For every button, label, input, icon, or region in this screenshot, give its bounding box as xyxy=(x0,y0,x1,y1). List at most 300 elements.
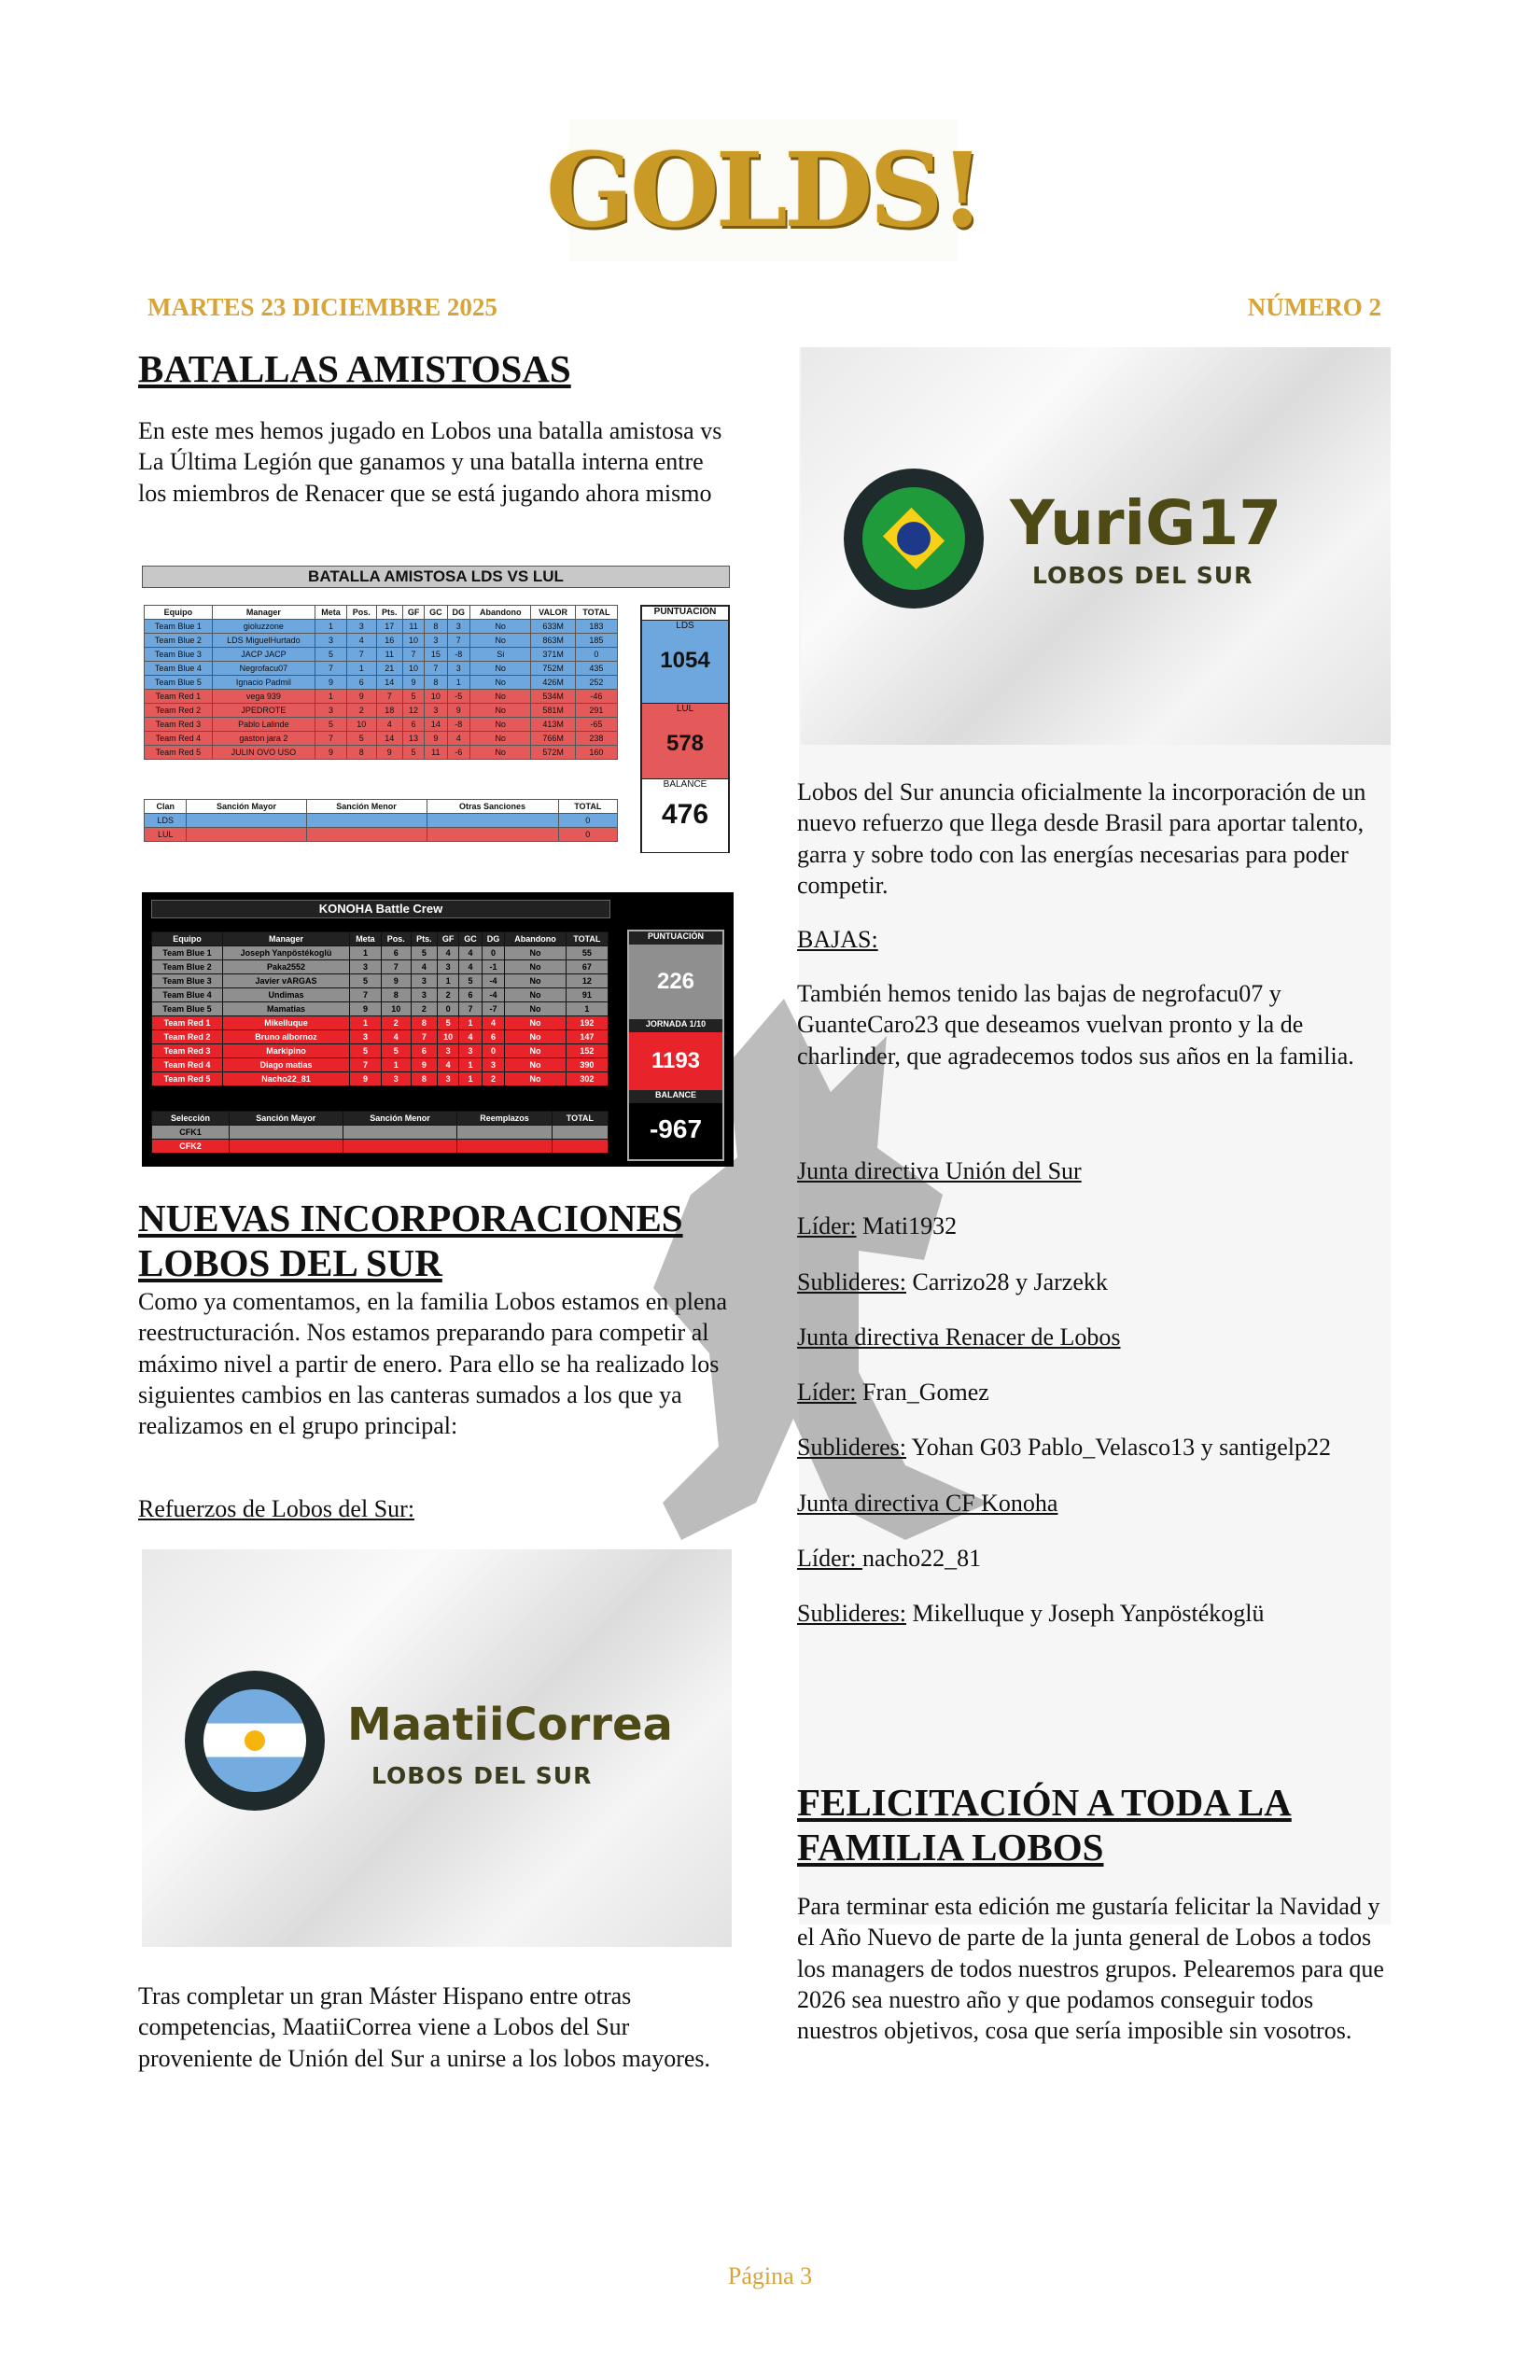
column-header: GF xyxy=(438,932,459,946)
maatiicorrea-name: MaatiiCorrea xyxy=(347,1699,673,1751)
table-cell: 1 xyxy=(315,690,347,704)
table-cell: 3 xyxy=(350,960,382,974)
table-cell: 3 xyxy=(425,634,447,648)
table-cell: 183 xyxy=(575,620,617,634)
table-cell: 6 xyxy=(403,718,425,732)
table-row xyxy=(152,974,609,988)
table-cell: 4 xyxy=(482,1016,504,1030)
table-cell: 2 xyxy=(411,1002,437,1016)
table-cell: Team Blue 2 xyxy=(152,960,223,974)
table-cell: 16 xyxy=(376,634,402,648)
table-cell: Team Blue 4 xyxy=(145,662,213,676)
table-cell: 7 xyxy=(381,960,411,974)
table-cell: 4 xyxy=(438,946,459,960)
table-cell: 426M xyxy=(531,676,575,690)
table-cell: 11 xyxy=(376,648,402,662)
column-header: Reemplazos xyxy=(457,1112,552,1126)
table-cell: No xyxy=(470,718,531,732)
table-cell: 7 xyxy=(376,690,402,704)
table-cell: 1 xyxy=(350,946,382,960)
table-cell: 3 xyxy=(482,1058,504,1072)
table-cell: 18 xyxy=(376,704,402,718)
junta-renacer-title: Junta directiva Renacer de Lobos xyxy=(797,1323,1121,1351)
table-cell: 1 xyxy=(346,662,376,676)
table-cell: Markipino xyxy=(222,1044,349,1058)
table-cell: 1 xyxy=(350,1016,382,1030)
table-cell: 3 xyxy=(381,1072,411,1086)
column-header: DG xyxy=(482,932,504,946)
table-cell: 9 xyxy=(350,1072,382,1086)
table-cell xyxy=(552,1126,608,1140)
table-cell: 633M xyxy=(531,620,575,634)
maatiicorrea-sub: LOBOS DEL SUR xyxy=(371,1762,593,1789)
table-cell: 9 xyxy=(350,1002,382,1016)
table-cell: 9 xyxy=(315,746,347,760)
lul-label: LUL xyxy=(676,704,694,714)
table-cell: 4 xyxy=(376,718,402,732)
table-cell: 21 xyxy=(376,662,402,676)
table-cell: 7 xyxy=(411,1030,437,1044)
table-cell xyxy=(552,1140,608,1154)
table-cell: 238 xyxy=(575,732,617,746)
table-cell: 4 xyxy=(381,1030,411,1044)
table-cell xyxy=(229,1126,343,1140)
table-cell: 4 xyxy=(438,1058,459,1072)
lul-battle-table xyxy=(142,566,730,853)
table-cell: Team Blue 5 xyxy=(152,1002,223,1016)
table-cell: vega 939 xyxy=(212,690,315,704)
table-cell: 7 xyxy=(315,662,347,676)
table-row xyxy=(145,634,618,648)
table-cell xyxy=(187,828,306,842)
yurig17-card xyxy=(801,347,1391,745)
table-cell: 7 xyxy=(350,988,382,1002)
table-cell: Team Blue 5 xyxy=(145,676,213,690)
table-cell: 7 xyxy=(459,1002,482,1016)
table-cell: 2 xyxy=(346,704,376,718)
table-row xyxy=(152,1126,609,1140)
table-cell: 9 xyxy=(403,676,425,690)
table-cell: 5 xyxy=(411,946,437,960)
table-cell: 10 xyxy=(381,1002,411,1016)
table-row xyxy=(152,1044,609,1058)
table-cell: 91 xyxy=(566,988,608,1002)
table-cell: 10 xyxy=(403,662,425,676)
table-cell: 3 xyxy=(346,620,376,634)
table-cell xyxy=(229,1140,343,1154)
table-cell xyxy=(427,814,558,828)
konoha-score-header: PUNTUACIÓN xyxy=(629,931,722,945)
table-cell: 2 xyxy=(482,1072,504,1086)
junta-konoha-title: Junta directiva CF Konoha xyxy=(797,1489,1058,1517)
brazil-wolf-emblem-icon xyxy=(844,469,984,609)
table-cell: 5 xyxy=(350,1044,382,1058)
table-cell: 390 xyxy=(566,1058,608,1072)
table-cell: LUL xyxy=(145,828,187,842)
table-cell: Nacho22_81 xyxy=(222,1072,349,1086)
column-header: Abandono xyxy=(470,606,531,620)
table-cell: 572M xyxy=(531,746,575,760)
column-header: Sanción Mayor xyxy=(229,1112,343,1126)
table-cell: 10 xyxy=(425,690,447,704)
table-cell: No xyxy=(505,1030,567,1044)
table-cell: 581M xyxy=(531,704,575,718)
table-cell: Joseph Yanpöstékoglü xyxy=(222,946,349,960)
table-cell: 14 xyxy=(376,676,402,690)
table-cell: No xyxy=(505,1058,567,1072)
column-header: Abandono xyxy=(505,932,567,946)
column-header: Equipo xyxy=(152,932,223,946)
table-cell: No xyxy=(505,988,567,1002)
yurig17-sub: LOBOS DEL SUR xyxy=(1032,562,1253,589)
yurig17-announce: Lobos del Sur anuncia oficialmente la incorporación de un nuevo refuerzo que llega desde Brasil para aportar talento, garra y sobre todo con las energías necesarias para poder competir. xyxy=(797,778,1366,899)
table-cell: Team Red 1 xyxy=(152,1016,223,1030)
table-cell: 1 xyxy=(459,1058,482,1072)
table-cell: 3 xyxy=(438,1044,459,1058)
table-row xyxy=(145,662,618,676)
table-row xyxy=(152,960,609,974)
page-number: Página 3 xyxy=(727,2262,813,2289)
table-cell: No xyxy=(470,746,531,760)
table-cell: No xyxy=(505,946,567,960)
table-cell: 3 xyxy=(315,704,347,718)
golds-logo xyxy=(545,119,982,261)
table-cell: -1 xyxy=(482,960,504,974)
table-cell xyxy=(343,1140,457,1154)
table-cell: 11 xyxy=(403,620,425,634)
table-cell: 7 xyxy=(425,662,447,676)
table-cell: 10 xyxy=(346,718,376,732)
table-cell: Negrofacu07 xyxy=(212,662,315,676)
table-cell: 3 xyxy=(425,704,447,718)
table-cell: 9 xyxy=(346,690,376,704)
table-cell: 11 xyxy=(425,746,447,760)
table-cell: 534M xyxy=(531,690,575,704)
column-header: VALOR xyxy=(531,606,575,620)
table-cell: Team Blue 4 xyxy=(152,988,223,1002)
lul-balance: 476 xyxy=(661,799,709,830)
table-cell: 0 xyxy=(438,1002,459,1016)
lds-label: LDS xyxy=(676,621,694,631)
table-cell: 8 xyxy=(381,988,411,1002)
table-row xyxy=(152,1002,609,1016)
table-cell: 7 xyxy=(315,732,347,746)
table-cell: 5 xyxy=(350,974,382,988)
column-header: Clan xyxy=(145,800,187,814)
table-cell: 9 xyxy=(425,732,447,746)
table-cell: No xyxy=(470,690,531,704)
column-header: GC xyxy=(459,932,482,946)
table-cell: 2 xyxy=(381,1016,411,1030)
table-cell: gaston jara 2 xyxy=(212,732,315,746)
table-cell: 1 xyxy=(381,1058,411,1072)
table-cell: 1 xyxy=(315,620,347,634)
table-cell: 3 xyxy=(411,974,437,988)
table-cell xyxy=(457,1126,552,1140)
lul-score: 578 xyxy=(665,731,705,756)
table-cell: 6 xyxy=(459,988,482,1002)
table-cell: -5 xyxy=(447,690,469,704)
table-cell: 5 xyxy=(438,1016,459,1030)
table-cell: LDS MiguelHurtado xyxy=(212,634,315,648)
table-row xyxy=(152,1016,609,1030)
bajas-label: BAJAS: xyxy=(797,926,878,953)
table-cell: 9 xyxy=(447,704,469,718)
table-cell: 5 xyxy=(459,974,482,988)
table-cell: 1 xyxy=(459,1016,482,1030)
felicitacion-title: FELICITACIÓN A TODA LA FAMILIA LOBOS xyxy=(797,1781,1292,1869)
table-cell: Mamatias xyxy=(222,1002,349,1016)
table-row xyxy=(145,718,618,732)
table-cell: 0 xyxy=(558,828,617,842)
table-cell: Pablo Lalinde xyxy=(212,718,315,732)
maatiicorrea-card xyxy=(142,1549,732,1947)
table-row xyxy=(152,1140,609,1154)
table-cell: 55 xyxy=(566,946,608,960)
table-cell: No xyxy=(470,662,531,676)
table-cell: 5 xyxy=(315,718,347,732)
junta-union-sublideres: Sublideres: Carrizo28 y Jarzekk xyxy=(797,1267,1108,1295)
lul-balance-label: BALANCE xyxy=(663,779,707,790)
table-cell: gioluzzone xyxy=(212,620,315,634)
table-cell: 9 xyxy=(381,974,411,988)
table-cell: 17 xyxy=(376,620,402,634)
table-cell: 4 xyxy=(411,960,437,974)
column-header: Sanción Mayor xyxy=(187,800,306,814)
table-cell: 0 xyxy=(482,946,504,960)
table-cell: 185 xyxy=(575,634,617,648)
table-cell: Paka2552 xyxy=(222,960,349,974)
table-cell: 7 xyxy=(346,648,376,662)
table-cell xyxy=(457,1140,552,1154)
table-cell: 5 xyxy=(346,732,376,746)
table-cell: 1 xyxy=(566,1002,608,1016)
table-cell: -8 xyxy=(447,648,469,662)
jornada-label: JORNADA 1/10 xyxy=(629,1019,722,1032)
table-cell: 5 xyxy=(403,746,425,760)
column-header: Pos. xyxy=(346,606,376,620)
table-cell: CFK2 xyxy=(152,1140,230,1154)
nuevas-intro: Como ya comentamos, en la familia Lobos estamos en plena reestructuración. Nos estamos preparando para competir al máximo nivel a partir de enero. Para ello se ha realizado los siguientes cambios en las canteras sumados a los que ya realizamos en el grupo principal: xyxy=(138,1288,728,1440)
table-cell: Team Blue 3 xyxy=(145,648,213,662)
table-cell: 13 xyxy=(403,732,425,746)
table-cell xyxy=(427,828,558,842)
table-cell: Team Blue 3 xyxy=(152,974,223,988)
junta-renacer-sublideres: Sublideres: Yohan G03 Pablo_Velasco13 y santigelp22 xyxy=(797,1434,1331,1462)
table-cell: 8 xyxy=(411,1072,437,1086)
batallas-intro: En este mes hemos jugado en Lobos una batalla amistosa vs La Última Legión que ganamos y una batalla interna entre los miembros de Renacer que se está jugando ahora mismo xyxy=(138,417,722,507)
table-cell: 3 xyxy=(411,988,437,1002)
table-cell: 252 xyxy=(575,676,617,690)
table-cell: Team Blue 1 xyxy=(152,946,223,960)
table-cell: Undimas xyxy=(222,988,349,1002)
lul-table-title: BATALLA AMISTOSA LDS VS LUL xyxy=(142,566,730,588)
table-cell: 9 xyxy=(411,1058,437,1072)
table-cell: Bruno albornoz xyxy=(222,1030,349,1044)
table-cell: 6 xyxy=(411,1044,437,1058)
column-header: Pos. xyxy=(381,932,411,946)
table-cell: Team Red 4 xyxy=(145,732,213,746)
table-cell: 152 xyxy=(566,1044,608,1058)
column-header: Sanción Menor xyxy=(343,1112,457,1126)
issue-date: MARTES 23 DICIEMBRE 2025 xyxy=(147,293,497,321)
table-cell: No xyxy=(470,704,531,718)
table-cell: 4 xyxy=(459,960,482,974)
table-cell: 7 xyxy=(447,634,469,648)
table-cell: 3 xyxy=(447,662,469,676)
column-header: DG xyxy=(447,606,469,620)
felicitacion-text: Para terminar esta edición me gustaría felicitar la Navidad y el Año Nuevo de parte de la junta general de Lobos a todos los managers de todos nuestros grupos. Pelearemos para que 2026 sea nuestro año y que podamos conseguir todos nuestros objetivos, cosa que sería imposible sin vosotros. xyxy=(797,1893,1384,2045)
table-cell: No xyxy=(470,732,531,746)
konoha-table-title: KONOHA Battle Crew xyxy=(151,900,610,918)
table-cell: Team Red 2 xyxy=(145,704,213,718)
table-cell: JULIN OVO USO xyxy=(212,746,315,760)
table-cell: No xyxy=(470,634,531,648)
table-cell: 3 xyxy=(315,634,347,648)
table-cell: CFK1 xyxy=(152,1126,230,1140)
konoha-score: 226 xyxy=(656,969,695,994)
table-row xyxy=(152,1030,609,1044)
column-header: Manager xyxy=(222,932,349,946)
bajas-text: También hemos tenido las bajas de negrofacu07 y GuanteCaro23 que deseamos vuelvan pronto y la de charlinder, que agradecemos todos sus años en la familia. xyxy=(797,980,1354,1070)
table-cell: 8 xyxy=(425,620,447,634)
table-cell: 3 xyxy=(459,1044,482,1058)
table-cell: 4 xyxy=(346,634,376,648)
table-cell: 15 xyxy=(425,648,447,662)
junta-konoha-sublideres: Sublideres: Mikelluque y Joseph Yanpöstékoglü xyxy=(797,1600,1265,1628)
table-cell: Team Red 5 xyxy=(152,1072,223,1086)
table-row xyxy=(145,620,618,634)
table-cell: 6 xyxy=(346,676,376,690)
issue-number: NÚMERO 2 xyxy=(1247,293,1381,321)
table-cell: No xyxy=(470,620,531,634)
batallas-title: BATALLAS AMISTOSAS xyxy=(138,347,571,390)
nuevas-title: NUEVAS INCORPORACIONES LOBOS DEL SUR xyxy=(138,1197,683,1284)
column-header: Otras Sanciones xyxy=(427,800,558,814)
table-cell: 766M xyxy=(531,732,575,746)
table-cell: 5 xyxy=(315,648,347,662)
column-header: Pts. xyxy=(376,606,402,620)
table-cell: Team Red 4 xyxy=(152,1058,223,1072)
table-row xyxy=(145,690,618,704)
konoha-battle-table xyxy=(142,892,734,1167)
table-cell: 67 xyxy=(566,960,608,974)
table-cell: 14 xyxy=(376,732,402,746)
junta-union-lider: Líder: Mati1932 xyxy=(797,1212,958,1240)
table-row xyxy=(145,828,618,842)
table-cell: 0 xyxy=(575,648,617,662)
argentina-wolf-emblem-icon xyxy=(185,1671,325,1811)
column-header: TOTAL xyxy=(566,932,608,946)
yurig17-name: YuriG17 xyxy=(1010,487,1282,559)
table-cell: 1 xyxy=(459,1072,482,1086)
maatiicorrea-text: Tras completar un gran Máster Hispano entre otras competencias, MaatiiCorrea viene a Lobos del Sur proveniente de Unión del Sur a unirse a los lobos mayores. xyxy=(138,1982,711,2072)
table-cell: Diago matias xyxy=(222,1058,349,1072)
table-cell: Team Blue 1 xyxy=(145,620,213,634)
table-row xyxy=(152,1058,609,1072)
table-row xyxy=(145,732,618,746)
table-cell: No xyxy=(505,1072,567,1086)
column-header: Pts. xyxy=(411,932,437,946)
table-row xyxy=(152,946,609,960)
table-cell: 10 xyxy=(403,634,425,648)
table-cell: 8 xyxy=(425,676,447,690)
table-cell xyxy=(343,1126,457,1140)
table-cell: No xyxy=(505,1016,567,1030)
table-cell: Team Red 2 xyxy=(152,1030,223,1044)
table-cell: 752M xyxy=(531,662,575,676)
column-header: Meta xyxy=(315,606,347,620)
table-cell: No xyxy=(505,1002,567,1016)
table-cell: 4 xyxy=(459,946,482,960)
table-cell: 12 xyxy=(403,704,425,718)
table-cell: 192 xyxy=(566,1016,608,1030)
table-cell: 5 xyxy=(381,1044,411,1058)
table-cell: 4 xyxy=(459,1030,482,1044)
table-cell: Team Red 3 xyxy=(145,718,213,732)
table-cell: 863M xyxy=(531,634,575,648)
table-cell: Ignacio Padmil xyxy=(212,676,315,690)
table-cell: 12 xyxy=(566,974,608,988)
table-row xyxy=(145,676,618,690)
column-header: TOTAL xyxy=(552,1112,608,1126)
column-header: Manager xyxy=(212,606,315,620)
table-cell: 3 xyxy=(447,620,469,634)
table-cell: -8 xyxy=(447,718,469,732)
table-cell: 147 xyxy=(566,1030,608,1044)
table-row xyxy=(152,1072,609,1086)
table-row xyxy=(145,704,618,718)
table-cell: 435 xyxy=(575,662,617,676)
refuerzos-label: Refuerzos de Lobos del Sur: xyxy=(138,1495,415,1522)
junta-konoha-lider: Líder: nacho22_81 xyxy=(797,1544,982,1572)
table-cell: JACP JACP xyxy=(212,648,315,662)
lul-score-header: PUNTUACIÓN xyxy=(653,607,717,617)
table-cell: -6 xyxy=(447,746,469,760)
table-cell: 9 xyxy=(315,676,347,690)
jornada-score: 1193 xyxy=(651,1048,701,1073)
table-row xyxy=(145,814,618,828)
table-cell: Mikelluque xyxy=(222,1016,349,1030)
table-cell xyxy=(306,814,427,828)
logo-text: GOLDS! xyxy=(545,130,982,250)
table-cell: -4 xyxy=(482,988,504,1002)
table-row xyxy=(152,988,609,1002)
column-header: GF xyxy=(403,606,425,620)
table-cell: 6 xyxy=(381,946,411,960)
table-cell: JPEDROTE xyxy=(212,704,315,718)
table-cell: 7 xyxy=(350,1058,382,1072)
table-cell: 6 xyxy=(482,1030,504,1044)
table-cell: 3 xyxy=(438,960,459,974)
table-row xyxy=(145,746,618,760)
lds-score: 1054 xyxy=(660,648,710,673)
table-cell: -4 xyxy=(482,974,504,988)
column-header: Selección xyxy=(152,1112,230,1126)
konoha-balance: -967 xyxy=(649,1114,703,1143)
table-cell: 0 xyxy=(558,814,617,828)
column-header: TOTAL xyxy=(558,800,617,814)
table-cell: 291 xyxy=(575,704,617,718)
table-cell: 8 xyxy=(411,1016,437,1030)
table-cell: 371M xyxy=(531,648,575,662)
table-cell: No xyxy=(505,960,567,974)
table-cell: Team Red 5 xyxy=(145,746,213,760)
table-cell: No xyxy=(505,1044,567,1058)
junta-union-title: Junta directiva Unión del Sur xyxy=(797,1157,1082,1184)
table-cell: Si xyxy=(470,648,531,662)
table-cell: 10 xyxy=(438,1030,459,1044)
